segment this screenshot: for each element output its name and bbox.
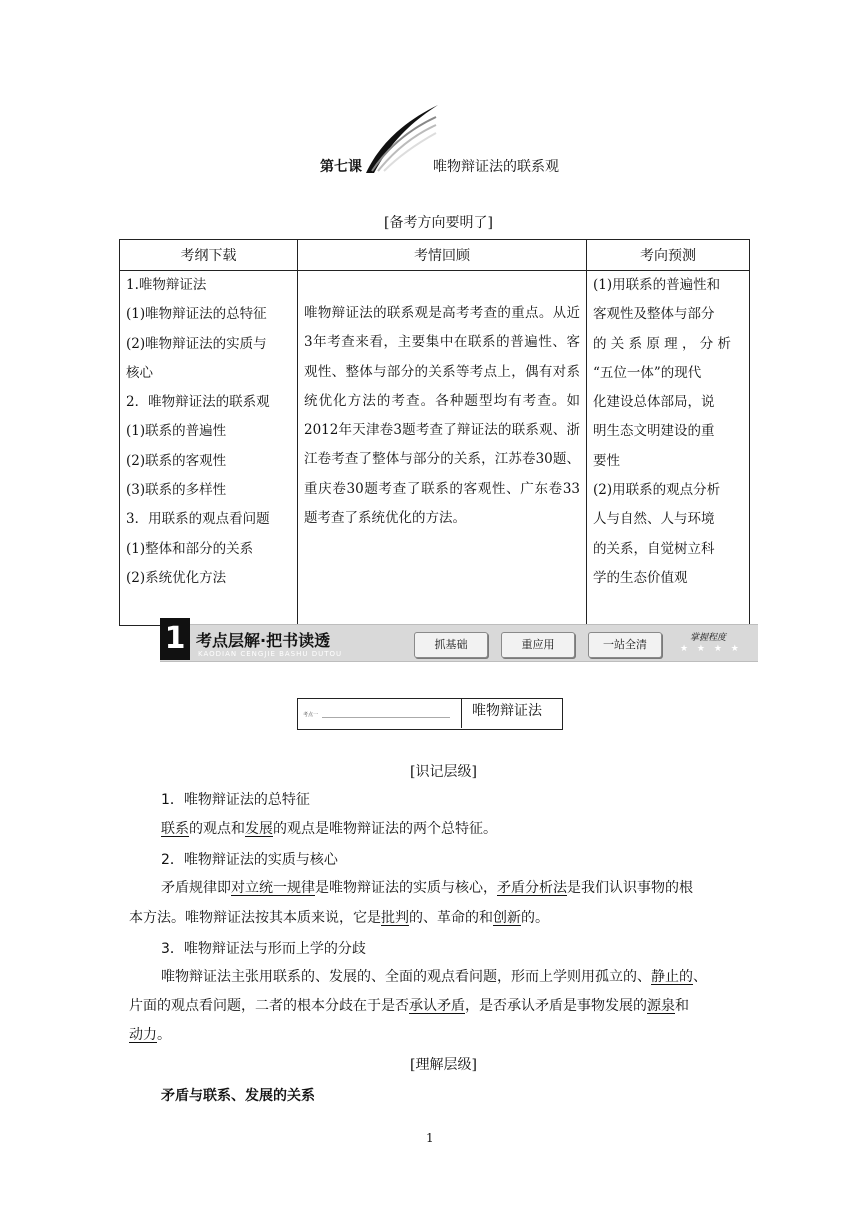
forecast-line: 要性 — [593, 452, 620, 469]
underlined-term: 矛盾分析法 — [497, 880, 567, 896]
syllabus-line: (2)系统优化方法 — [126, 569, 227, 586]
page-number: 1 — [426, 1131, 434, 1145]
forecast-line: 的 关 系 原 理 ， 分 析 — [593, 335, 732, 352]
syllabus-line: 2．唯物辩证法的联系观 — [126, 394, 270, 411]
underlined-term: 发展 — [245, 821, 273, 837]
syllabus-line: (3)联系的多样性 — [126, 482, 227, 499]
section-heading-4: 矛盾与联系、发展的关系 — [161, 1088, 315, 1104]
syllabus-line: (1)唯物辩证法的总特征 — [126, 306, 267, 323]
syllabus-line: 3．用联系的观点看问题 — [126, 511, 270, 528]
syllabus-line: 核心 — [126, 364, 153, 381]
underlined-term: 源泉 — [647, 998, 675, 1014]
forecast-line: 客观性及整体与部分 — [593, 306, 715, 323]
recall-level-heading: [识记层级] — [410, 764, 477, 780]
section-note: [备考方向要明了] — [384, 215, 493, 231]
forecast-line: 化建设总体部局，说 — [593, 394, 715, 411]
swoosh-logo-icon — [360, 103, 440, 175]
forecast-cell — [587, 271, 750, 626]
table-header-syllabus: 考纲下载 — [120, 240, 298, 271]
underlined-term: 静止的 — [651, 969, 693, 985]
underlined-term: 动力 — [129, 1027, 157, 1043]
syllabus-line: 1.唯物辩证法 — [126, 277, 207, 293]
underlined-term: 承认矛盾 — [409, 998, 465, 1014]
topic-label: 唯物辩证法 — [472, 703, 542, 719]
paragraph-2-line-2: 本方法。唯物辩证法按其本质来说，它是批判的、革命的和创新的。 — [129, 910, 549, 926]
paragraph-3-line-2: 片面的观点看问题，二者的根本分歧在于是否承认矛盾，是否承认矛盾是事物发展的源泉和 — [129, 998, 689, 1014]
topic-mini-rule — [322, 717, 450, 718]
paragraph-2-line-1: 矛盾规律即对立统一规律是唯物辩证法的实质与核心，矛盾分析法是我们认识事物的根 — [161, 880, 693, 896]
review-cell: 唯物辩证法的联系观是高考考查的重点。从近3年考查来看，主要集中在联系的普遍性、客观性、整体与部分的关系等考点上，偶有对系统优化方法的考查。各种题型均有考查。如2012年天津卷3题考查了辩证法的联系观、浙江卷考查了整体与部分的关系，江苏卷30题、重庆卷30题考查了联系的客观性、广东卷33题考查了系统优化的方法。 — [298, 271, 587, 626]
focus-application-button[interactable]: 重应用 — [501, 632, 575, 658]
paragraph-3-line-3: 动力。 — [129, 1027, 171, 1043]
forecast-line: (1)用联系的普遍性和 — [593, 277, 721, 293]
syllabus-line: (2)联系的客观性 — [126, 452, 227, 469]
forecast-line: 明生态文明建设的重 — [593, 423, 715, 440]
banner-subtitle: KAODIAN CENGJIE BASHU DUTOU — [198, 650, 343, 658]
underlined-term: 对立统一规律 — [231, 880, 315, 896]
mastery-label: 掌握程度 — [690, 633, 727, 643]
forecast-line: “五位一体”的现代 — [593, 364, 702, 381]
table-header-forecast: 考向预测 — [587, 240, 750, 271]
forecast-line: 学的生态价值观 — [593, 569, 688, 586]
forecast-line: 的关系，自觉树立科 — [593, 540, 715, 557]
syllabus-line: (2)唯物辩证法的实质与 — [126, 335, 267, 352]
paragraph-1: 联系的观点和发展的观点是唯物辩证法的两个总特征。 — [161, 821, 497, 837]
mastery-stars-icon: ★ ★ ★ ★ — [680, 644, 742, 654]
section-heading-2: 2．唯物辩证法的实质与核心 — [161, 852, 338, 868]
banner-title: 考点层解·把书读透 — [196, 631, 331, 650]
section-heading-1: 1．唯物辩证法的总特征 — [161, 792, 310, 808]
table-row — [120, 271, 750, 626]
underlined-term: 批判 — [381, 910, 409, 926]
syllabus-cell — [120, 271, 298, 626]
topic-mini-label: 考点一 — [303, 712, 319, 718]
topic-box-left — [297, 698, 462, 728]
lesson-title: 唯物辩证法的联系观 — [433, 159, 559, 175]
syllabus-line: (1)整体和部分的关系 — [126, 540, 254, 557]
lesson-number: 第七课 — [320, 159, 362, 175]
understand-level-heading: [理解层级] — [410, 1057, 477, 1073]
table-header-review: 考情回顾 — [298, 240, 587, 271]
grasp-basics-button[interactable]: 抓基础 — [414, 632, 488, 658]
forecast-line: (2)用联系的观点分析 — [593, 482, 721, 499]
one-stop-clear-button[interactable]: 一站全清 — [588, 632, 662, 658]
banner-number: 1 — [160, 618, 190, 660]
forecast-line: 人与自然、人与环境 — [593, 511, 715, 528]
syllabus-line: (1)联系的普遍性 — [126, 423, 227, 440]
section-heading-3: 3．唯物辩证法与形而上学的分歧 — [161, 941, 366, 957]
exam-guide-table — [119, 239, 750, 626]
underlined-term: 联系 — [161, 821, 189, 837]
paragraph-3-line-1: 唯物辩证法主张用联系的、发展的、全面的观点看问题，形而上学则用孤立的、静止的、 — [161, 969, 707, 985]
table-header-row — [120, 240, 750, 271]
underlined-term: 创新 — [493, 910, 521, 926]
